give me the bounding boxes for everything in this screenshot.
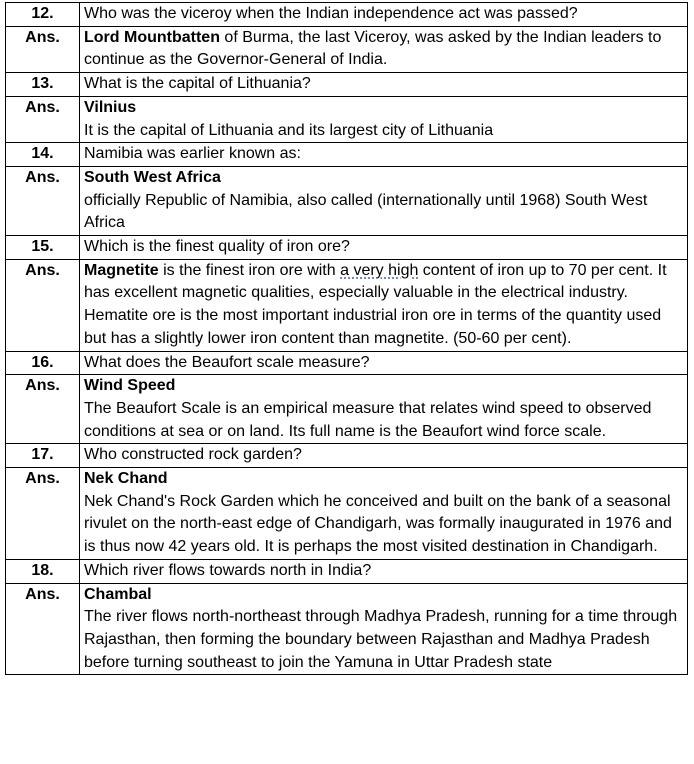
answer-label: Ans.: [6, 96, 80, 142]
question-number: 18.: [6, 559, 80, 583]
answer-label: Ans.: [6, 583, 80, 675]
answer-title: Magnetite: [84, 261, 159, 279]
question-row: [6, 444, 688, 468]
answer-row: [6, 583, 688, 675]
question-number: 15.: [6, 236, 80, 260]
answer-cell: [80, 375, 688, 444]
answer-label: Ans.: [6, 166, 80, 235]
answer-title: Wind Speed: [84, 377, 176, 395]
question-text: Which is the finest quality of iron ore?: [80, 236, 688, 260]
answer-title: Nek Chand: [84, 470, 168, 488]
question-number: 16.: [6, 351, 80, 375]
answer-body: Nek Chand's Rock Garden which he conceived and built on the bank of a seasonal rivulet on the north-east edge of Chandigarh, was formally inaugurated in 1976 and is thus now 42 years old. It is perhaps the most visited destination in Chandigarh.: [84, 492, 672, 556]
question-text: Who was the viceroy when the Indian independence act was passed?: [80, 3, 688, 27]
answer-row: [6, 166, 688, 235]
answer-label: Ans.: [6, 26, 80, 72]
answer-row: [6, 96, 688, 142]
question-row: [6, 73, 688, 97]
answer-body: The river flows north-northeast through Madhya Pradesh, running for a time through Rajasthan, then forming the boundary between Rajasthan and Madhya Pradesh before turning southeast to join the Yamuna in Uttar Pradesh state: [84, 608, 678, 671]
answer-row: [6, 375, 688, 444]
answer-label: Ans.: [6, 259, 80, 351]
answer-cell: [80, 468, 688, 560]
answer-title: Vilnius: [84, 98, 137, 116]
question-number: 14.: [6, 143, 80, 167]
question-row: [6, 351, 688, 375]
answer-body: The Beaufort Scale is an empirical measure that relates wind speed to observed conditions at sea or on land. Its full name is the Beaufort wind force scale.: [84, 399, 652, 440]
answer-title: South West Africa: [84, 168, 221, 186]
answer-row: [6, 468, 688, 560]
question-row: [6, 236, 688, 260]
answer-row: [6, 259, 688, 351]
question-row: [6, 143, 688, 167]
question-text: What does the Beaufort scale measure?: [80, 351, 688, 375]
answer-title: Chambal: [84, 585, 152, 603]
question-number: 17.: [6, 444, 80, 468]
answer-row: [6, 26, 688, 72]
answer-label: Ans.: [6, 468, 80, 560]
question-number: 13.: [6, 73, 80, 97]
answer-inline-text: is the finest iron ore with: [158, 261, 341, 279]
answer-cell: [80, 583, 688, 675]
qa-table: [5, 2, 688, 675]
question-row: [6, 3, 688, 27]
answer-label: Ans.: [6, 375, 80, 444]
question-text: What is the capital of Lithuania?: [80, 73, 688, 97]
answer-inline-text: of Burma, the last Viceroy, was asked by the Indian leaders to continue as the Governor-General of India.: [84, 28, 662, 69]
question-text: Who constructed rock garden?: [80, 444, 688, 468]
answer-inline-text: content of iron up to 70 per cent. It has excellent magnetic qualities, especially valuable in the electrical industry. Hematite ore is the most important industrial iron ore in terms of the quantity used but has a slightly lower iron content than magnetite. (50-60 per cent).: [84, 261, 667, 347]
answer-cell: [80, 96, 688, 142]
question-row: [6, 559, 688, 583]
grammar-underlined-text: a very high: [340, 261, 419, 279]
answer-title: Lord Mountbatten: [84, 28, 220, 46]
answer-cell: [80, 259, 688, 351]
answer-cell: [80, 166, 688, 235]
answer-cell: [80, 26, 688, 72]
answer-body: It is the capital of Lithuania and its largest city of Lithuania: [84, 121, 494, 139]
question-text: Which river flows towards north in India?: [80, 559, 688, 583]
answer-body: officially Republic of Namibia, also called (internationally until 1968) South West Africa: [84, 191, 648, 232]
question-text: Namibia was earlier known as:: [80, 143, 688, 167]
question-number: 12.: [6, 3, 80, 27]
